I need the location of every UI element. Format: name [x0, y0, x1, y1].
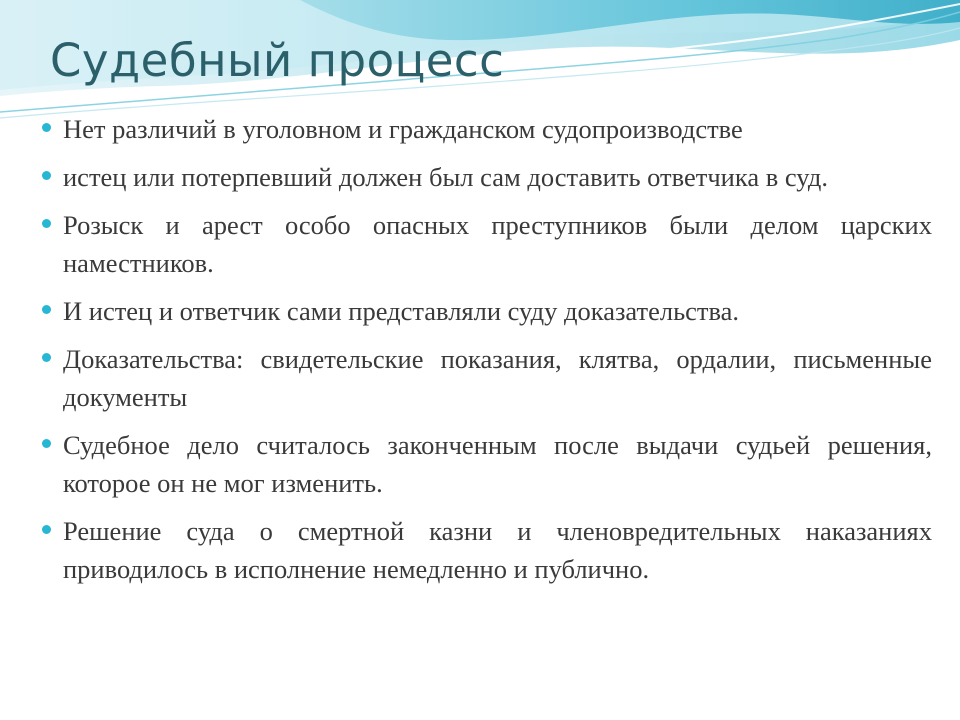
bullet-text: Нет различий в уголовном и гражданском судопроизводстве [63, 114, 743, 144]
bullet-text: Розыск и арест особо опасных преступников были делом царских наместников. [63, 210, 932, 278]
bullet-list [42, 110, 932, 598]
bullet-dot-icon [42, 305, 51, 314]
bullet-dot-icon [42, 123, 51, 132]
bullet-text: истец или потерпевший должен был сам доставить ответчика в суд. [63, 162, 828, 192]
bullet-item [42, 340, 932, 416]
bullet-item [42, 292, 932, 330]
bullet-text: И истец и ответчик сами представляли суду доказательства. [63, 296, 740, 326]
bullet-dot-icon [42, 353, 51, 362]
bullet-item [42, 110, 932, 148]
slide-title: Судебный процесс [50, 34, 505, 87]
bullet-dot-icon [42, 439, 51, 448]
bullet-text: Судебное дело считалось законченным после выдачи судьей решения, которое он не мог изменить. [63, 430, 932, 498]
bullet-text: Решение суда о смертной казни и членовредительных наказаниях приводилось в исполнение немедленно и публично. [63, 516, 932, 584]
bullet-dot-icon [42, 525, 51, 534]
bullet-item [42, 426, 932, 502]
bullet-dot-icon [42, 171, 51, 180]
bullet-text: Доказательства: свидетельские показания, клятва, ордалии, письменные документы [63, 344, 932, 412]
bullet-item [42, 158, 932, 196]
bullet-item [42, 512, 932, 588]
bullet-dot-icon [42, 219, 51, 228]
bullet-item [42, 206, 932, 282]
